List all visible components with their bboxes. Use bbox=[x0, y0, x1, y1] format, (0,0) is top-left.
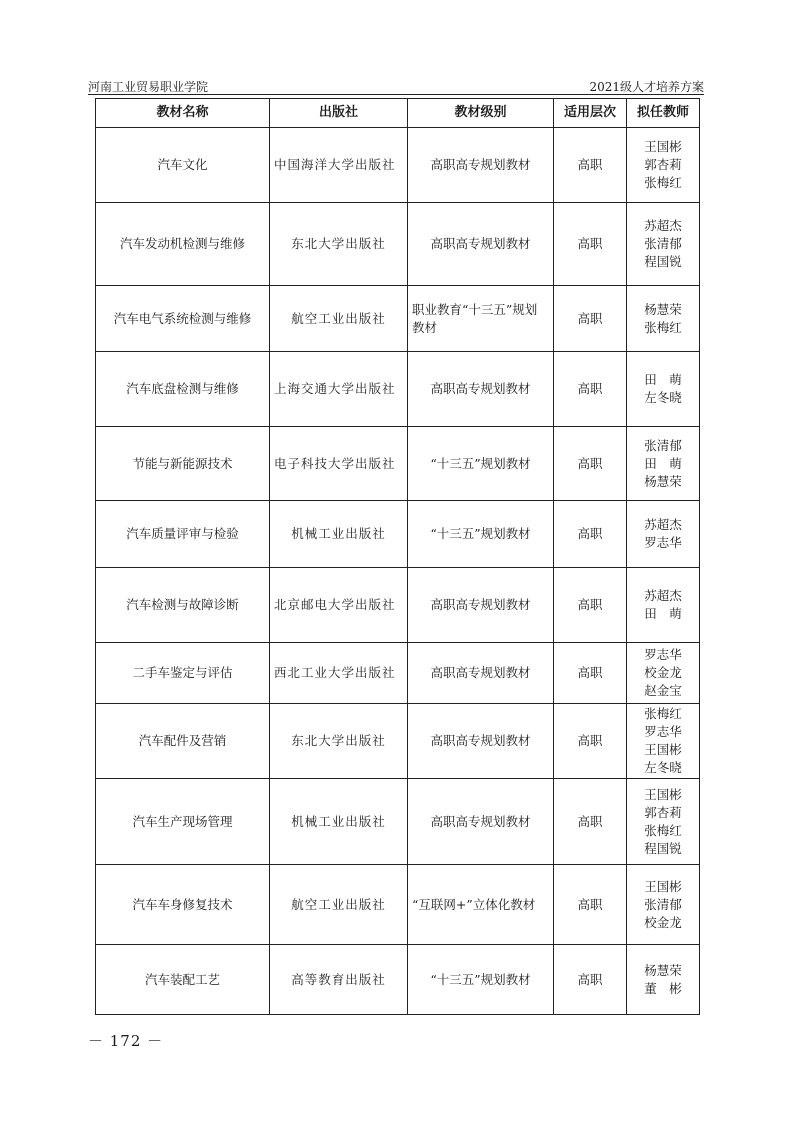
table-row bbox=[96, 865, 700, 945]
applicable-level: 高职 bbox=[554, 352, 627, 427]
assigned-teachers bbox=[627, 945, 700, 1015]
textbook-level: 高职高专规划教材 bbox=[408, 352, 554, 427]
teacher-name: 王国彬 bbox=[644, 139, 682, 154]
applicable-level: 高职 bbox=[554, 865, 627, 945]
textbook-level: 高职高专规划教材 bbox=[408, 779, 554, 865]
assigned-teachers bbox=[627, 704, 700, 779]
publisher: 机械工业出版社 bbox=[270, 779, 408, 865]
teacher-name: 张清郁 bbox=[644, 437, 682, 453]
publisher: 航空工业出版社 bbox=[270, 865, 408, 945]
teacher-name: 田 萌 bbox=[644, 372, 682, 387]
teacher-name: 罗志华 bbox=[644, 724, 682, 739]
teacher-name: 苏超杰 bbox=[644, 218, 682, 233]
assigned-teachers bbox=[627, 286, 700, 352]
textbook-name: 汽车检测与故障诊断 bbox=[96, 568, 270, 643]
assigned-teachers bbox=[627, 203, 700, 286]
assigned-teachers bbox=[627, 643, 700, 704]
textbook-name: 节能与新能源技术 bbox=[96, 427, 270, 501]
teacher-name: 董 彬 bbox=[644, 980, 682, 996]
column-header-teachers: 拟任教师 bbox=[627, 99, 700, 128]
teacher-name: 王国彬 bbox=[644, 786, 682, 802]
applicable-level: 高职 bbox=[554, 643, 627, 704]
teacher-name: 王国彬 bbox=[644, 878, 682, 894]
table-row bbox=[96, 945, 700, 1015]
applicable-level: 高职 bbox=[554, 945, 627, 1015]
teacher-name: 杨慧荣 bbox=[644, 473, 682, 489]
applicable-level: 高职 bbox=[554, 568, 627, 643]
textbook-level: “十三五”规划教材 bbox=[408, 427, 554, 501]
teacher-name: 程国锐 bbox=[644, 254, 682, 269]
applicable-level: 高职 bbox=[554, 779, 627, 865]
textbook-level: 高职高专规划教材 bbox=[408, 203, 554, 286]
table-header-row bbox=[96, 99, 700, 128]
teacher-name: 郭杏莉 bbox=[644, 157, 682, 172]
publisher: 机械工业出版社 bbox=[270, 501, 408, 568]
teacher-name: 田 萌 bbox=[644, 606, 682, 621]
publisher: 电子科技大学出版社 bbox=[270, 427, 408, 501]
page-number: － 172 － bbox=[88, 1032, 164, 1050]
applicable-level: 高职 bbox=[554, 427, 627, 501]
textbook-name: 汽车发动机检测与维修 bbox=[96, 203, 270, 286]
column-header-level: 教材级别 bbox=[408, 99, 554, 128]
teacher-name: 程国锐 bbox=[644, 840, 682, 856]
applicable-level: 高职 bbox=[554, 203, 627, 286]
assigned-teachers bbox=[627, 865, 700, 945]
textbook-level: 高职高专规划教材 bbox=[408, 704, 554, 779]
teacher-name: 张清郁 bbox=[644, 896, 682, 912]
column-header-name: 教材名称 bbox=[96, 99, 270, 128]
publisher: 西北工业大学出版社 bbox=[270, 643, 408, 704]
table-row bbox=[96, 568, 700, 643]
teacher-name: 张梅红 bbox=[644, 319, 682, 335]
textbook-name: 二手车鉴定与评估 bbox=[96, 643, 270, 704]
assigned-teachers bbox=[627, 779, 700, 865]
teacher-name: 罗志华 bbox=[644, 535, 682, 550]
textbook-level: “十三五”规划教材 bbox=[408, 501, 554, 568]
table-row bbox=[96, 501, 700, 568]
teacher-name: 田 萌 bbox=[644, 455, 682, 471]
assigned-teachers bbox=[627, 128, 700, 203]
teacher-name: 校金龙 bbox=[644, 914, 682, 930]
table-row bbox=[96, 427, 700, 501]
textbook-level: 高职高专规划教材 bbox=[408, 128, 554, 203]
teacher-name: 杨慧荣 bbox=[644, 962, 682, 978]
applicable-level: 高职 bbox=[554, 128, 627, 203]
teacher-name: 苏超杰 bbox=[644, 588, 682, 603]
textbook-level: 职业教育“十三五”规划教材 bbox=[408, 286, 554, 352]
assigned-teachers bbox=[627, 568, 700, 643]
teacher-name: 罗志华 bbox=[644, 647, 682, 662]
column-header-scope: 适用层次 bbox=[554, 99, 627, 128]
applicable-level: 高职 bbox=[554, 704, 627, 779]
teacher-name: 王国彬 bbox=[644, 742, 682, 757]
applicable-level: 高职 bbox=[554, 501, 627, 568]
document-title: 2021级人才培养方案 bbox=[589, 80, 704, 94]
publisher: 东北大学出版社 bbox=[270, 704, 408, 779]
textbook-name: 汽车底盘检测与维修 bbox=[96, 352, 270, 427]
textbook-name: 汽车装配工艺 bbox=[96, 945, 270, 1015]
header-rule bbox=[88, 94, 704, 95]
assigned-teachers bbox=[627, 352, 700, 427]
teacher-name: 左冬晓 bbox=[644, 390, 682, 405]
textbook-name: 汽车文化 bbox=[96, 128, 270, 203]
teacher-name: 张清郁 bbox=[644, 236, 682, 251]
assigned-teachers bbox=[627, 501, 700, 568]
textbook-name: 汽车车身修复技术 bbox=[96, 865, 270, 945]
teacher-name: 郭杏莉 bbox=[644, 804, 682, 820]
textbook-table bbox=[95, 98, 700, 1015]
publisher: 北京邮电大学出版社 bbox=[270, 568, 408, 643]
table-row bbox=[96, 643, 700, 704]
textbook-name: 汽车质量评审与检验 bbox=[96, 501, 270, 568]
teacher-name: 校金龙 bbox=[644, 665, 682, 680]
table-row bbox=[96, 704, 700, 779]
publisher: 上海交通大学出版社 bbox=[270, 352, 408, 427]
assigned-teachers bbox=[627, 427, 700, 501]
teacher-name: 杨慧荣 bbox=[644, 301, 682, 317]
column-header-publisher: 出版社 bbox=[270, 99, 408, 128]
teacher-name: 张梅红 bbox=[644, 822, 682, 838]
textbook-name: 汽车生产现场管理 bbox=[96, 779, 270, 865]
textbook-name: 汽车电气系统检测与维修 bbox=[96, 286, 270, 352]
publisher: 高等教育出版社 bbox=[270, 945, 408, 1015]
textbook-level: “互联网+”立体化教材 bbox=[408, 865, 554, 945]
textbook-level: 高职高专规划教材 bbox=[408, 568, 554, 643]
teacher-name: 苏超杰 bbox=[644, 517, 682, 532]
publisher: 航空工业出版社 bbox=[270, 286, 408, 352]
table-row bbox=[96, 286, 700, 352]
table-row bbox=[96, 128, 700, 203]
teacher-name: 张梅红 bbox=[644, 175, 682, 190]
publisher: 东北大学出版社 bbox=[270, 203, 408, 286]
applicable-level: 高职 bbox=[554, 286, 627, 352]
publisher: 中国海洋大学出版社 bbox=[270, 128, 408, 203]
school-name: 河南工业贸易职业学院 bbox=[88, 80, 209, 94]
table-row bbox=[96, 203, 700, 286]
teacher-name: 赵金宝 bbox=[644, 683, 682, 698]
table-row bbox=[96, 779, 700, 865]
textbook-level: 高职高专规划教材 bbox=[408, 643, 554, 704]
table-row bbox=[96, 352, 700, 427]
teacher-name: 左冬晓 bbox=[644, 760, 682, 775]
textbook-level: “十三五”规划教材 bbox=[408, 945, 554, 1015]
teacher-name: 张梅红 bbox=[644, 706, 682, 721]
textbook-name: 汽车配件及营销 bbox=[96, 704, 270, 779]
